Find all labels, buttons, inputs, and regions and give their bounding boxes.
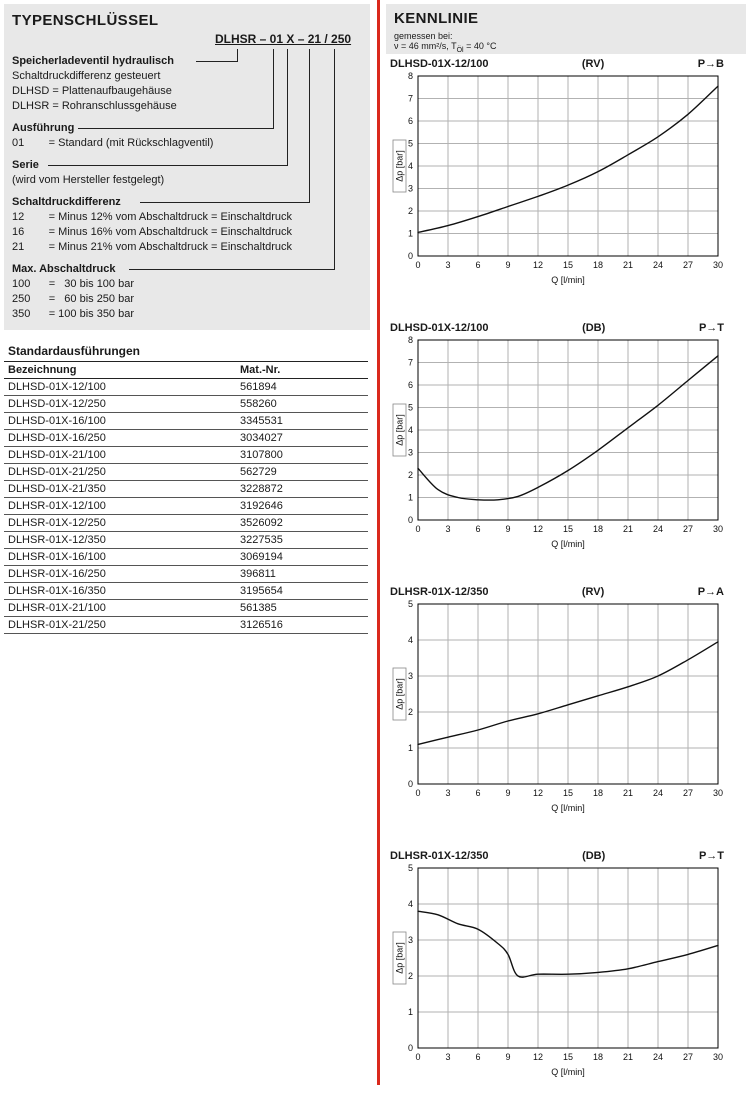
section-heading: Speicherladeventil hydraulisch <box>12 55 175 67</box>
x-tick-label: 15 <box>562 524 574 534</box>
y-tick-label: 4 <box>407 425 413 435</box>
chart-block <box>386 586 732 819</box>
cell-matnr: 3126516 <box>236 617 368 634</box>
x-tick-label: 27 <box>682 1052 694 1062</box>
y-tick-label: 5 <box>407 864 413 873</box>
chart-name: DLHSR-01X-12/350 <box>390 850 489 862</box>
y-tick-label: 1 <box>407 228 413 239</box>
table-header-row <box>4 362 368 379</box>
cell-matnr: 3034027 <box>236 430 368 447</box>
cell-matnr: 3345531 <box>236 413 368 430</box>
kennlinie-header <box>386 4 746 54</box>
section-line: (wird vom Hersteller festgelegt) <box>12 174 165 186</box>
table-title: Standardausführungen <box>8 344 141 358</box>
cell-matnr: 3227535 <box>236 532 368 549</box>
cell-bezeichnung: DLHSR-01X-21/250 <box>4 617 236 634</box>
chart-plot <box>386 336 726 550</box>
x-tick-label: 30 <box>712 260 724 270</box>
section-line: 16 = Minus 16% vom Abschaltdruck = Einschaltdruck <box>12 226 293 238</box>
y-tick-label: 3 <box>407 447 413 458</box>
chart-ports: P→T <box>698 850 724 862</box>
charts-container <box>386 58 732 1114</box>
table-row <box>4 498 368 515</box>
cell-bezeichnung: DLHSD-01X-21/350 <box>4 481 236 498</box>
y-tick-label: 4 <box>407 899 413 909</box>
x-tick-label: 18 <box>592 788 604 798</box>
chart-block <box>386 850 732 1083</box>
cell-bezeichnung: DLHSR-01X-12/350 <box>4 532 236 549</box>
chart-block <box>386 322 732 555</box>
chart-plot <box>386 600 726 814</box>
x-tick-label: 21 <box>622 788 634 798</box>
x-tick-label: 12 <box>532 524 544 534</box>
y-tick-label: 6 <box>407 116 413 126</box>
x-tick-label: 15 <box>562 260 574 270</box>
chart-name: DLHSR-01X-12/350 <box>390 586 489 598</box>
type-key-section <box>12 262 364 322</box>
x-tick-label: 30 <box>712 788 724 798</box>
y-tick-label: 0 <box>407 515 413 525</box>
section-line: DLHSR = Rohranschlussgehäuse <box>12 100 177 112</box>
y-tick-label: 0 <box>407 251 413 261</box>
chart-mode: (RV) <box>581 586 605 598</box>
cell-matnr: 3192646 <box>236 498 368 515</box>
y-tick-label: 6 <box>407 380 413 390</box>
cell-matnr: 3195654 <box>236 583 368 600</box>
cell-matnr: 562729 <box>236 464 368 481</box>
x-axis-label: Q [l/min] <box>551 803 585 813</box>
table-row <box>4 566 368 583</box>
y-tick-label: 2 <box>407 971 413 981</box>
x-tick-label: 30 <box>712 524 724 534</box>
type-code: DLHSR – 01 X – 21 / 250 <box>215 32 352 46</box>
chart-ports: P→T <box>698 322 724 334</box>
section-heading: Max. Abschaltdruck <box>12 263 116 275</box>
x-tick-label: 3 <box>445 1052 451 1062</box>
cell-bezeichnung: DLHSR-01X-16/100 <box>4 549 236 566</box>
x-tick-label: 9 <box>505 788 511 798</box>
cell-bezeichnung: DLHSR-01X-21/100 <box>4 600 236 617</box>
table-row <box>4 430 368 447</box>
y-tick-label: 7 <box>407 357 413 368</box>
y-tick-label: 3 <box>407 183 413 194</box>
chart-name: DLHSD-01X-12/100 <box>390 322 489 334</box>
x-axis-label: Q [l/min] <box>551 1067 585 1077</box>
chart-title-row <box>386 586 732 600</box>
cell-matnr: 3069194 <box>236 549 368 566</box>
chart-title-row <box>386 58 732 72</box>
y-tick-label: 4 <box>407 635 413 645</box>
chart-plot <box>386 864 726 1078</box>
y-tick-label: 5 <box>407 600 413 609</box>
x-tick-label: 6 <box>475 260 481 270</box>
cell-matnr: 3228872 <box>236 481 368 498</box>
table-row <box>4 379 368 396</box>
chart-ports: P→B <box>697 58 724 70</box>
parts-table <box>4 361 368 634</box>
x-tick-label: 24 <box>652 1052 664 1062</box>
y-tick-label: 7 <box>407 93 413 104</box>
x-tick-label: 6 <box>475 788 481 798</box>
x-tick-label: 0 <box>415 260 421 270</box>
table-row <box>4 515 368 532</box>
measurement-conditions-label: gemessen bei: <box>394 31 453 41</box>
section-line: 12 = Minus 12% vom Abschaltdruck = Einschaltdruck <box>12 211 293 223</box>
type-key-section <box>12 195 364 255</box>
y-axis-label: Δp [bar] <box>394 414 405 446</box>
cell-bezeichnung: DLHSD-01X-16/250 <box>4 430 236 447</box>
type-key-panel <box>4 4 370 330</box>
x-tick-label: 12 <box>532 260 544 270</box>
x-tick-label: 27 <box>682 524 694 534</box>
y-tick-label: 1 <box>407 492 413 503</box>
type-key-title: TYPENSCHLÜSSEL <box>12 12 159 29</box>
table-row <box>4 617 368 634</box>
x-tick-label: 30 <box>712 1052 724 1062</box>
table-row <box>4 447 368 464</box>
table-row <box>4 481 368 498</box>
x-tick-label: 3 <box>445 524 451 534</box>
y-tick-label: 4 <box>407 161 413 171</box>
cell-matnr: 561385 <box>236 600 368 617</box>
x-tick-label: 12 <box>532 1052 544 1062</box>
y-tick-label: 1 <box>407 743 413 753</box>
cell-bezeichnung: DLHSR-01X-16/250 <box>4 566 236 583</box>
cell-bezeichnung: DLHSD-01X-21/100 <box>4 447 236 464</box>
chart-mode: (DB) <box>582 850 606 862</box>
y-axis-label: Δp [bar] <box>394 150 405 182</box>
type-key-sections <box>12 54 364 329</box>
cell-matnr: 561894 <box>236 379 368 396</box>
chart-mode: (RV) <box>581 58 605 70</box>
x-tick-label: 15 <box>562 788 574 798</box>
section-line: 250 = 60 bis 250 bar <box>12 293 134 305</box>
y-tick-label: 0 <box>407 779 413 789</box>
chart-ports: P→A <box>697 586 724 598</box>
x-tick-label: 18 <box>592 524 604 534</box>
section-line: 21 = Minus 21% vom Abschaltdruck = Einschaltdruck <box>12 241 293 253</box>
x-tick-label: 3 <box>445 788 451 798</box>
x-tick-label: 12 <box>532 788 544 798</box>
section-line: 01 = Standard (mit Rückschlagventil) <box>12 137 214 149</box>
section-line: DLHSD = Plattenaufbaugehäuse <box>12 85 172 97</box>
cell-bezeichnung: DLHSD-01X-12/250 <box>4 396 236 413</box>
y-tick-label: 5 <box>407 402 413 413</box>
y-tick-label: 3 <box>407 935 413 945</box>
chart-name: DLHSD-01X-12/100 <box>390 58 489 70</box>
x-tick-label: 9 <box>505 1052 511 1062</box>
x-tick-label: 27 <box>682 260 694 270</box>
x-tick-label: 6 <box>475 524 481 534</box>
cell-matnr: 396811 <box>236 566 368 583</box>
x-tick-label: 6 <box>475 1052 481 1062</box>
note2-pre: ν = 46 mm²/s, T <box>394 41 457 51</box>
x-tick-label: 21 <box>622 524 634 534</box>
x-tick-label: 24 <box>652 524 664 534</box>
section-line: Schaltdruckdifferenz gesteuert <box>12 70 161 82</box>
note2-sub: Öl <box>456 46 464 54</box>
cell-bezeichnung: DLHSD-01X-16/100 <box>4 413 236 430</box>
x-tick-label: 9 <box>505 524 511 534</box>
x-tick-label: 18 <box>592 260 604 270</box>
divider-line <box>377 0 380 1085</box>
chart-mode: (DB) <box>582 322 606 334</box>
table-row <box>4 532 368 549</box>
table-row <box>4 583 368 600</box>
x-tick-label: 0 <box>415 788 421 798</box>
section-heading: Serie <box>12 159 39 171</box>
section-heading: Schaltdruckdifferenz <box>12 196 121 208</box>
x-tick-label: 21 <box>622 1052 634 1062</box>
y-tick-label: 5 <box>407 138 413 149</box>
x-tick-label: 24 <box>652 788 664 798</box>
y-tick-label: 3 <box>407 671 413 681</box>
type-key-section <box>12 158 364 188</box>
chart-title-row <box>386 322 732 336</box>
measurement-conditions-value <box>394 41 496 56</box>
x-tick-label: 0 <box>415 1052 421 1062</box>
table-row <box>4 464 368 481</box>
x-tick-label: 24 <box>652 260 664 270</box>
table-row <box>4 396 368 413</box>
chart-block <box>386 58 732 291</box>
cell-matnr: 558260 <box>236 396 368 413</box>
table-row <box>4 549 368 566</box>
x-tick-label: 0 <box>415 524 421 534</box>
cell-bezeichnung: DLHSD-01X-12/100 <box>4 379 236 396</box>
y-axis-label: Δp [bar] <box>394 942 405 974</box>
col-header-bezeichnung: Bezeichnung <box>4 362 236 379</box>
chart-title-row <box>386 850 732 864</box>
cell-bezeichnung: DLHSR-01X-12/100 <box>4 498 236 515</box>
table-row <box>4 600 368 617</box>
section-line: 350 = 100 bis 350 bar <box>12 308 135 320</box>
note2-post: = 40 °C <box>463 41 497 51</box>
cell-bezeichnung: DLHSD-01X-21/250 <box>4 464 236 481</box>
x-tick-label: 9 <box>505 260 511 270</box>
cell-matnr: 3107800 <box>236 447 368 464</box>
section-line: 100 = 30 bis 100 bar <box>12 278 134 290</box>
type-key-section <box>12 54 364 114</box>
y-tick-label: 1 <box>407 1007 413 1017</box>
x-axis-label: Q [l/min] <box>551 275 585 285</box>
cell-matnr: 3526092 <box>236 515 368 532</box>
x-axis-label: Q [l/min] <box>551 539 585 549</box>
table-row <box>4 413 368 430</box>
y-axis-label: Δp [bar] <box>394 678 405 710</box>
x-tick-label: 3 <box>445 260 451 270</box>
y-tick-label: 8 <box>407 72 413 81</box>
chart-plot <box>386 72 726 286</box>
x-tick-label: 15 <box>562 1052 574 1062</box>
section-heading: Ausführung <box>12 122 75 134</box>
col-header-matnr: Mat.-Nr. <box>236 362 368 379</box>
cell-bezeichnung: DLHSR-01X-16/350 <box>4 583 236 600</box>
y-tick-label: 2 <box>407 206 413 216</box>
x-tick-label: 18 <box>592 1052 604 1062</box>
type-key-section <box>12 121 364 151</box>
kennlinie-title: KENNLINIE <box>394 10 479 27</box>
standard-versions-table <box>4 344 368 634</box>
y-tick-label: 0 <box>407 1043 413 1053</box>
cell-bezeichnung: DLHSR-01X-12/250 <box>4 515 236 532</box>
y-tick-label: 2 <box>407 470 413 480</box>
x-tick-label: 27 <box>682 788 694 798</box>
y-tick-label: 2 <box>407 707 413 717</box>
x-tick-label: 21 <box>622 260 634 270</box>
y-tick-label: 8 <box>407 336 413 345</box>
